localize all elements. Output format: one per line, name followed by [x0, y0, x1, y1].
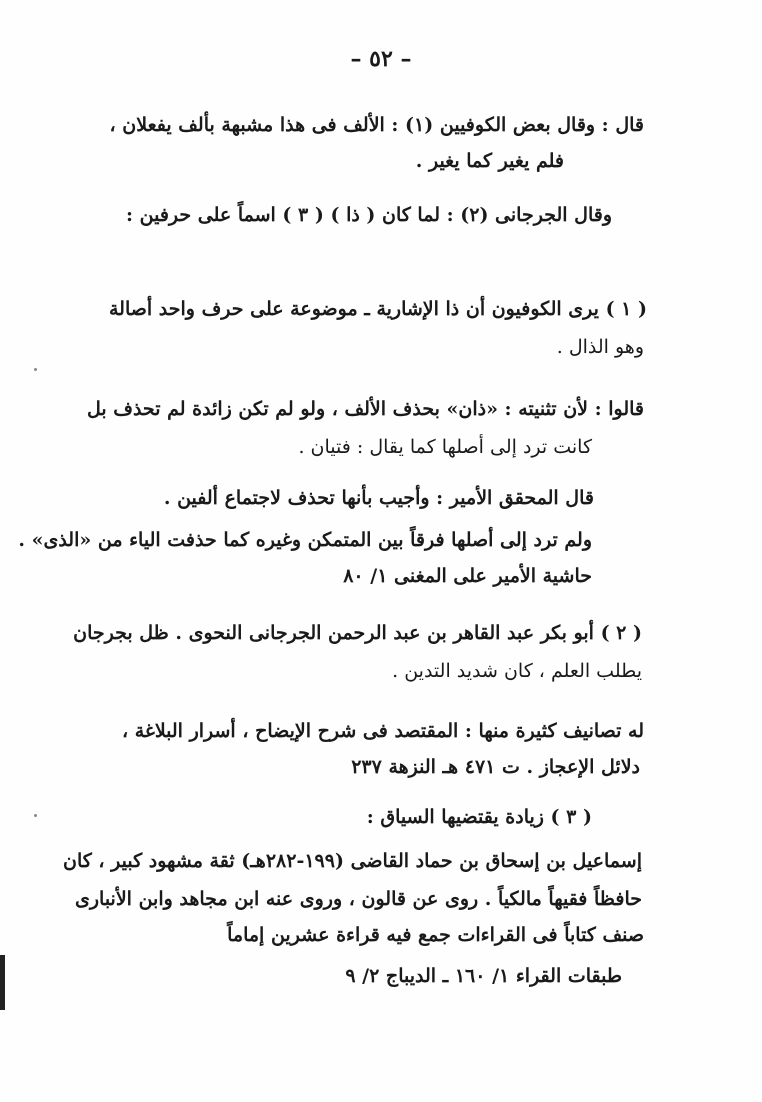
footnote-3-line-4: صنف كتاباً فى القراءات جمع فيه قراءة عشرين إماماً — [227, 924, 644, 946]
footnote-1-line-3: قالوا : لأن تثنيته : «ذان» بحذف الألف ، ولو لم تكن زائدة لم تحذف بل — [86, 398, 644, 420]
page-number: – ٥٢ – — [350, 46, 412, 72]
footnote-1-line-2: وهو الذال . — [556, 336, 644, 358]
scan-speck — [34, 368, 37, 371]
footnote-1-source: حاشية الأمير على المغنى ١/ ٨٠ — [343, 565, 592, 587]
footnote-2-line-1: ( ٢ ) أبو بكر عبد القاهر بن عبد الرحمن الجرجانى النحوى . ظل بجرجان — [73, 622, 642, 644]
footnote-2-line-4: دلائل الإعجاز . ت ٤٧١ هـ النزهة ٢٣٧ — [351, 756, 640, 778]
footnote-3-line-3: حافظاً فقيهاً مالكياً . روى عن قالون ، وروى عنه ابن مجاهد وابن الأنبارى — [74, 888, 642, 910]
footnote-1-line-4: كانت ترد إلى أصلها كما يقال : فتيان . — [298, 436, 592, 458]
footnote-1-line-6: ولم ترد إلى أصلها فرقاً بين المتمكن وغيره كما حذفت الياء من «الذى» . — [18, 529, 592, 551]
scan-speck — [34, 814, 37, 817]
footnote-1-line-1: ( ١ ) يرى الكوفيون أن ذا الإشارية ـ موضوعة على حرف واحد أصالة — [108, 298, 647, 320]
footnote-1-line-5: قال المحقق الأمير : وأجيب بأنها تحذف لاجتماع ألفين . — [163, 487, 594, 509]
footnote-3-line-1: ( ٣ ) زيادة يقتضيها السياق : — [366, 806, 592, 828]
main-text-line-2: فلم يغير كما يغير . — [415, 150, 564, 172]
main-text-line-3: وقال الجرجانى (٢) : لما كان ( ذا ) ( ٣ ) اسماً على حرفين : — [126, 204, 612, 226]
footnote-3-source: طبقات القراء ١/ ١٦٠ ـ الديباج ٢/ ٩ — [345, 965, 622, 987]
footnote-2-line-2: يطلب العلم ، كان شديد التدين . — [392, 660, 642, 682]
scan-edge-mark — [0, 955, 5, 1010]
footnote-3-line-2: إسماعيل بن إسحاق بن حماد القاضى (١٩٩-٢٨٢هـ) ثقة مشهود كبير ، كان — [63, 850, 642, 872]
footnote-2-line-3: له تصانيف كثيرة منها : المقتصد فى شرح الإيضاح ، أسرار البلاغة ، — [121, 720, 644, 742]
main-text-line-1: قال : وقال بعض الكوفيين (١) : الألف فى هذا مشبهة بألف يفعلان ، — [109, 114, 644, 136]
